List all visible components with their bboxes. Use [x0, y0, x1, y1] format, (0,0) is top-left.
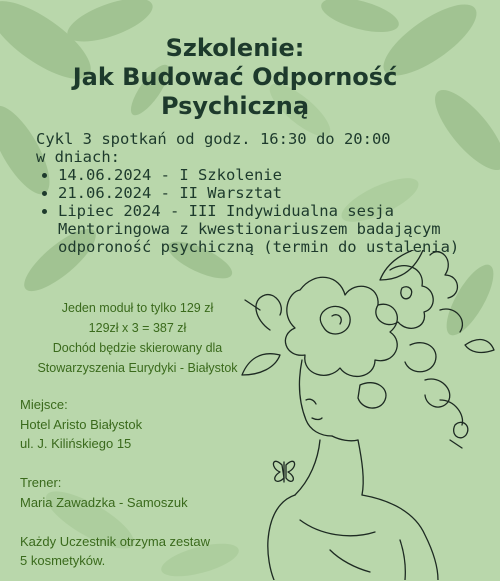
details-section — [20, 395, 250, 571]
schedule-intro-line: Cykl 3 spotkań od godz. 16:30 do 20:00 — [36, 130, 391, 148]
price-module-line: Jeden moduł to tylko 129 zł — [61, 301, 214, 315]
woman-with-flowers-line-art — [240, 250, 495, 580]
schedule-dates-label: w dniach: — [36, 148, 120, 166]
trainer-label: Trener: — [20, 475, 62, 490]
income-destination-line: Dochód będzie skierowany dla — [52, 341, 223, 355]
trainer-name: Maria Zawadzka - Samoszuk — [20, 494, 188, 510]
page-title — [0, 34, 470, 121]
title-line-2: Jak Budować Odporność — [72, 63, 398, 91]
price-total-line: 129zł x 3 = 387 zł — [88, 321, 187, 335]
gift-line-2: 5 kosmetyków. — [20, 553, 106, 568]
butterfly-icon — [273, 461, 294, 482]
place-label: Miejsce: — [20, 397, 68, 412]
hotel-address: ul. J. Kilińskiego 15 — [20, 436, 132, 451]
pricing-section — [10, 298, 265, 378]
schedule-item-1: • 14.06.2024 - I Szkolenie — [58, 166, 476, 184]
schedule-section — [36, 130, 476, 256]
schedule-list — [36, 166, 476, 256]
gift-line-1: Każdy Uczestnik otrzyma zestaw — [20, 533, 211, 549]
schedule-item-3: • Lipiec 2024 - III Indywidualna sesja Mentoringowa z kwestionariuszem badającym odporoność psychiczną (termin do ustalenia) — [58, 202, 476, 256]
title-line-1: Szkolenie: — [165, 34, 305, 62]
hotel-name: Hotel Aristo Białystok — [20, 416, 143, 432]
association-name-line: Stowarzyszenia Eurydyki - Białystok — [37, 361, 238, 375]
title-line-3: Psychiczną — [160, 92, 310, 120]
schedule-item-2: • 21.06.2024 - II Warsztat — [58, 184, 476, 202]
